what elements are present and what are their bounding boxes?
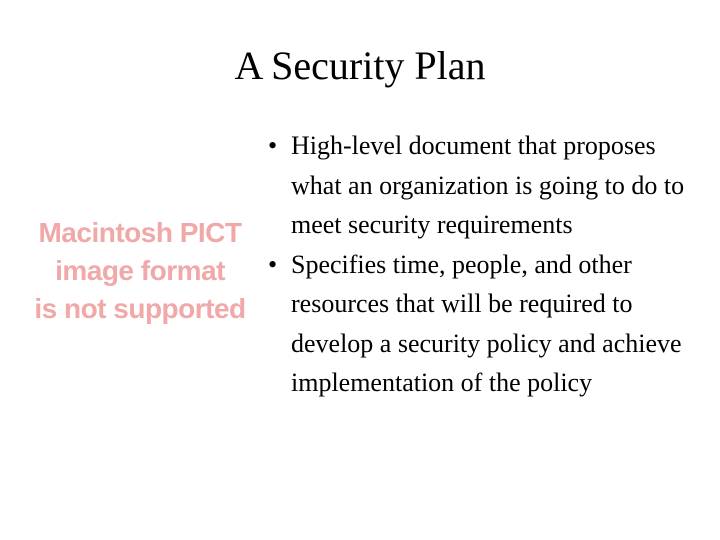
unsupported-image-placeholder	[30, 214, 250, 328]
bullet-marker: •	[268, 131, 278, 160]
placeholder-line: Macintosh PICT	[38, 217, 242, 248]
bullet-marker: •	[268, 249, 278, 279]
slide-title: A Security Plan	[234, 43, 486, 88]
bullet-item	[258, 126, 708, 245]
bullet-text: High-level document that proposes what an organization is going to do to meet security requirements	[291, 131, 685, 239]
placeholder-line: image format	[55, 255, 225, 286]
bullet-item	[258, 245, 708, 403]
bullet-text: Specifies time, people, and other resources that will be required to develop a security policy and achieve implementation of the policy	[291, 249, 682, 397]
placeholder-line: is not supported	[34, 293, 246, 324]
bullet-list	[258, 126, 708, 403]
